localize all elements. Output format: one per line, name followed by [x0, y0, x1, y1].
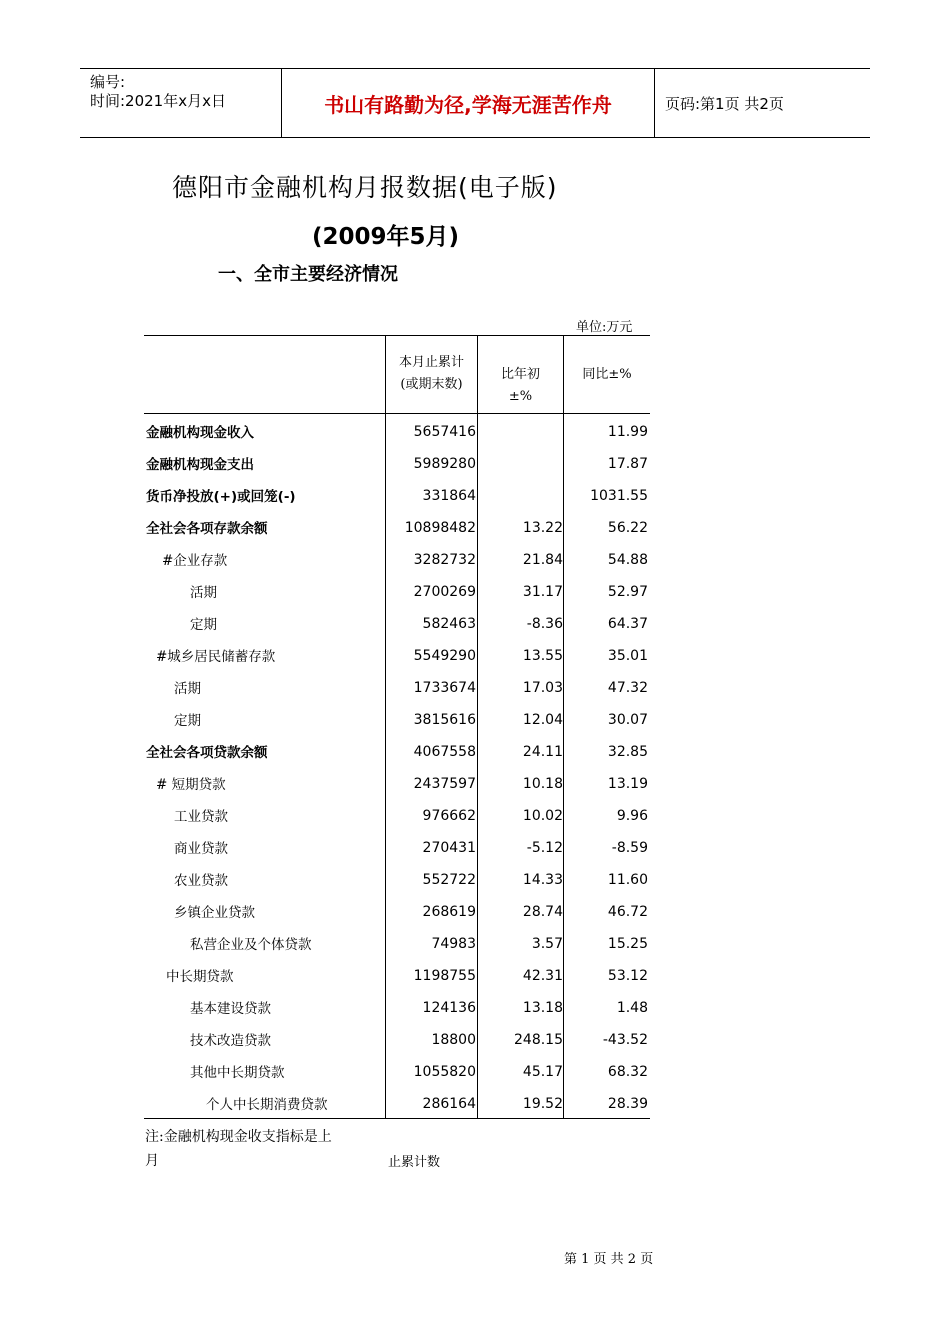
- value-cumulative: 582463: [422, 616, 476, 632]
- table-row: [144, 446, 650, 478]
- header-col3: 同比±%: [582, 367, 632, 382]
- table-row: [144, 574, 650, 606]
- value-yoy: 1.48: [616, 1000, 648, 1016]
- header-meta: [80, 69, 282, 137]
- value-cumulative: 331864: [422, 488, 476, 504]
- value-cumulative: 74983: [431, 936, 476, 952]
- value-vs-year-start: 19.52: [522, 1096, 563, 1112]
- value-cumulative: 3815616: [413, 712, 476, 728]
- value-vs-year-start: 21.84: [522, 552, 563, 568]
- row-label: 全社会各项存款余额: [146, 521, 268, 537]
- header-col1: [386, 352, 477, 396]
- value-vs-year-start: 248.15: [514, 1032, 563, 1048]
- value-yoy: 28.39: [607, 1096, 648, 1112]
- value-vs-year-start: 3.57: [531, 936, 563, 952]
- note-line3: 止累计数: [388, 1155, 441, 1170]
- table-row: [144, 606, 650, 638]
- value-cumulative: 976662: [422, 808, 476, 824]
- financial-data-table: [144, 335, 650, 1119]
- row-label: 商业贷款: [174, 841, 228, 857]
- table-row: [144, 1086, 650, 1118]
- value-vs-year-start: 13.22: [522, 520, 563, 536]
- note-line2: 月: [145, 1153, 159, 1169]
- value-cumulative: 1055820: [413, 1064, 476, 1080]
- header-col1-line2: (或期末数): [400, 377, 463, 392]
- row-label: 农业贷款: [174, 873, 228, 889]
- value-yoy: 9.96: [616, 808, 648, 824]
- row-label: 活期: [190, 585, 217, 601]
- table-row: [144, 862, 650, 894]
- value-vs-year-start: 10.18: [522, 776, 563, 792]
- header-motto: 书山有路勤为径,学海无涯苦作舟: [282, 69, 655, 137]
- row-label: 基本建设贷款: [190, 1001, 271, 1017]
- value-yoy: 64.37: [607, 616, 648, 632]
- table-row: [144, 734, 650, 766]
- header-col1-line1: 本月止累计: [398, 355, 464, 370]
- value-vs-year-start: 12.04: [522, 712, 563, 728]
- table-row: [144, 798, 650, 830]
- row-label: #城乡居民储蓄存款: [156, 649, 276, 665]
- page-header: [80, 68, 870, 138]
- value-cumulative: 5989280: [413, 456, 476, 472]
- row-label: 定期: [190, 617, 217, 633]
- value-yoy: 15.25: [607, 936, 648, 952]
- row-label: 其他中长期贷款: [190, 1065, 285, 1081]
- value-yoy: 1031.55: [590, 488, 648, 504]
- value-yoy: 11.60: [607, 872, 648, 888]
- table-row: [144, 542, 650, 574]
- value-cumulative: 268619: [422, 904, 476, 920]
- value-vs-year-start: 42.31: [522, 968, 563, 984]
- value-vs-year-start: 14.33: [522, 872, 563, 888]
- value-cumulative: 270431: [422, 840, 476, 856]
- table-row: [144, 510, 650, 542]
- row-label: 乡镇企业贷款: [174, 905, 255, 921]
- value-vs-year-start: 31.17: [522, 584, 563, 600]
- table-header: [144, 336, 650, 414]
- table-row: [144, 958, 650, 990]
- value-cumulative: 2437597: [413, 776, 476, 792]
- value-yoy: 52.97: [607, 584, 648, 600]
- note-line1: 注:金融机构现金收支指标是上: [145, 1129, 332, 1145]
- table-row: [144, 990, 650, 1022]
- value-yoy: 32.85: [607, 744, 648, 760]
- table-row: [144, 766, 650, 798]
- value-vs-year-start: 24.11: [522, 744, 563, 760]
- value-vs-year-start: -8.36: [526, 616, 563, 632]
- row-label: 金融机构现金支出: [146, 457, 254, 473]
- document-title: 德阳市金融机构月报数据(电子版): [172, 173, 558, 202]
- value-yoy: 53.12: [607, 968, 648, 984]
- value-vs-year-start: -5.12: [526, 840, 563, 856]
- value-yoy: 11.99: [607, 424, 648, 440]
- value-vs-year-start: 28.74: [522, 904, 563, 920]
- row-label: 活期: [174, 681, 201, 697]
- row-label: 个人中长期消费贷款: [206, 1097, 328, 1113]
- table-row: [144, 670, 650, 702]
- header-col2-line2: ±%: [508, 389, 533, 404]
- value-vs-year-start: 17.03: [522, 680, 563, 696]
- section-heading: 一、全市主要经济情况: [218, 264, 398, 285]
- row-label: 货币净投放(+)或回笼(-): [146, 489, 296, 505]
- table-row: [144, 1054, 650, 1086]
- row-label: 定期: [174, 713, 201, 729]
- value-cumulative: 124136: [422, 1000, 476, 1016]
- table-row: [144, 830, 650, 862]
- unit-label: 单位:万元: [576, 320, 633, 335]
- value-yoy: 17.87: [607, 456, 648, 472]
- value-cumulative: 10898482: [404, 520, 476, 536]
- row-label: 工业贷款: [174, 809, 228, 825]
- value-yoy: -43.52: [602, 1032, 648, 1048]
- row-label: # 短期贷款: [156, 777, 226, 793]
- value-cumulative: 18800: [431, 1032, 476, 1048]
- value-yoy: 30.07: [607, 712, 648, 728]
- table-row: [144, 478, 650, 510]
- value-cumulative: 3282732: [413, 552, 476, 568]
- row-label: 私营企业及个体贷款: [190, 937, 312, 953]
- value-yoy: 13.19: [607, 776, 648, 792]
- header-col2: [478, 364, 563, 408]
- value-yoy: -8.59: [611, 840, 648, 856]
- value-yoy: 54.88: [607, 552, 648, 568]
- table-row: [144, 702, 650, 734]
- value-yoy: 56.22: [607, 520, 648, 536]
- row-label: 全社会各项贷款余额: [146, 745, 268, 761]
- value-yoy: 35.01: [607, 648, 648, 664]
- value-cumulative: 2700269: [413, 584, 476, 600]
- value-cumulative: 1198755: [413, 968, 476, 984]
- table-row: [144, 638, 650, 670]
- header-time-label: 时间:2021年x月x日: [90, 92, 226, 110]
- table-body: [144, 414, 650, 1118]
- table-row: [144, 894, 650, 926]
- row-label: 金融机构现金收入: [146, 425, 254, 441]
- page-footer: 第 1 页 共 2 页: [564, 1252, 654, 1267]
- table-row: [144, 926, 650, 958]
- value-vs-year-start: 13.18: [522, 1000, 563, 1016]
- header-page-label: 页码:第1页 共2页: [665, 94, 784, 113]
- value-cumulative: 552722: [422, 872, 476, 888]
- row-label: 技术改造贷款: [190, 1033, 271, 1049]
- value-vs-year-start: 10.02: [522, 808, 563, 824]
- value-yoy: 68.32: [607, 1064, 648, 1080]
- value-cumulative: 5657416: [413, 424, 476, 440]
- row-label: 中长期贷款: [166, 969, 234, 985]
- value-cumulative: 1733674: [413, 680, 476, 696]
- value-cumulative: 5549290: [413, 648, 476, 664]
- value-yoy: 47.32: [607, 680, 648, 696]
- value-vs-year-start: 13.55: [522, 648, 563, 664]
- document-subtitle: (2009年5月): [312, 224, 460, 250]
- table-row: [144, 414, 650, 446]
- value-vs-year-start: 45.17: [522, 1064, 563, 1080]
- table-row: [144, 1022, 650, 1054]
- header-col2-line1: 比年初: [500, 367, 540, 382]
- header-number-label: 编号:: [90, 73, 126, 91]
- value-cumulative: 4067558: [413, 744, 476, 760]
- value-yoy: 46.72: [607, 904, 648, 920]
- value-cumulative: 286164: [422, 1096, 476, 1112]
- row-label: #企业存款: [162, 553, 228, 569]
